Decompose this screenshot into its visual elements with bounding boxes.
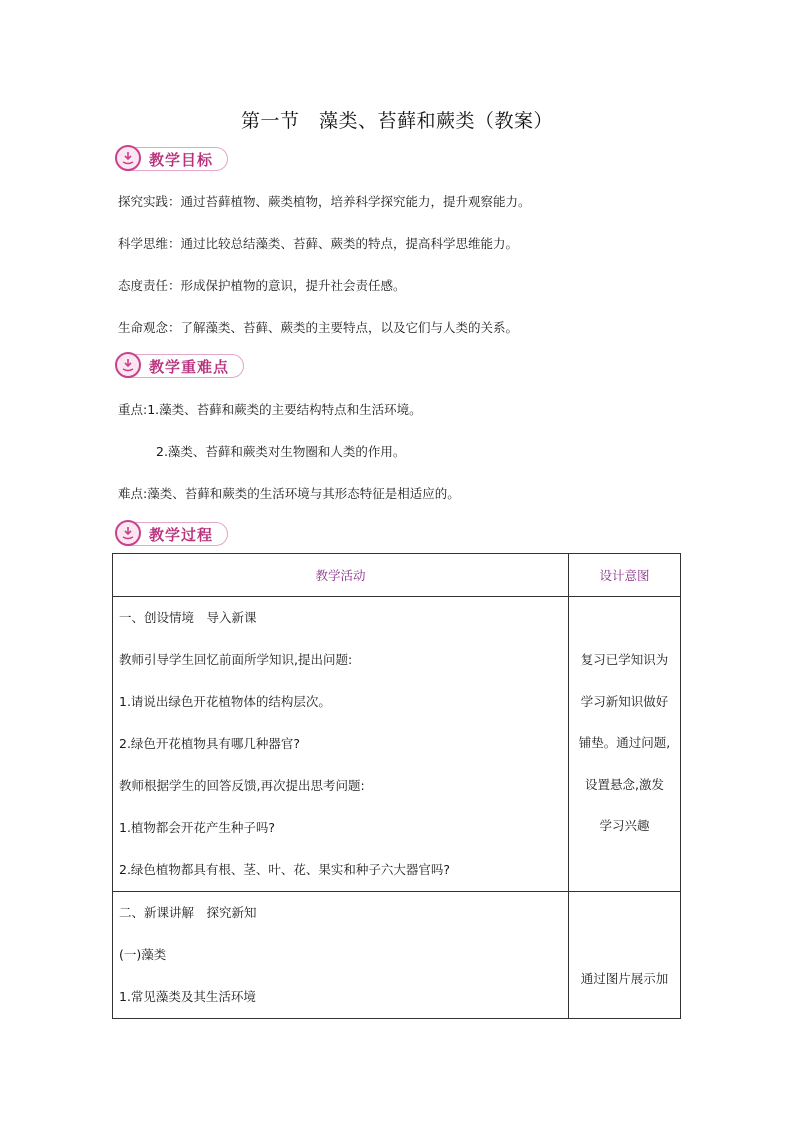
activity-line: 教师引导学生回忆前面所学知识,提出问题: — [119, 652, 353, 667]
goal-item: 探究实践：通过苔藓植物、蕨类植物，培养科学探究能力，提升观察能力。 — [118, 194, 531, 209]
activity-cell — [113, 597, 569, 892]
activity-line: 2.绿色植物都具有根、茎、叶、花、果实和种子六大器官吗? — [119, 862, 451, 877]
section-title-key-points: 教学重难点 — [149, 357, 230, 376]
activity-line: 1.请说出绿色开花植物体的结构层次。 — [119, 694, 331, 709]
header-teaching-activity: 教学活动 — [113, 554, 569, 597]
intent-line: 铺垫。通过问题, — [578, 735, 671, 751]
header-design-intent: 设计意图 — [569, 554, 681, 597]
intent-line: 通过图片展示加 — [580, 971, 669, 986]
section-title-goals: 教学目标 — [149, 150, 214, 169]
table-header-row — [113, 554, 681, 597]
difficulty-point: 难点:藻类、苔藓和蕨类的生活环境与其形态特征是相适应的。 — [118, 486, 460, 501]
activity-line: (一)藻类 — [119, 947, 167, 962]
goal-item: 科学思维：通过比较总结藻类、苔藓、蕨类的特点，提高科学思维能力。 — [118, 236, 519, 251]
key-point-2: 2.藻类、苔藓和蕨类对生物圈和人类的作用。 — [156, 444, 406, 459]
table-row — [113, 597, 681, 892]
section-header-key-points — [118, 353, 244, 379]
activity-line: 教师根据学生的回答反馈,再次提出思考问题: — [119, 778, 365, 793]
page-title: 第一节 藻类、苔藓和蕨类（教案） — [240, 110, 553, 132]
goal-item: 态度责任：形成保护植物的意识，提升社会责任感。 — [118, 278, 406, 293]
intent-cell — [569, 892, 681, 1019]
section-header-process — [118, 521, 228, 547]
intent-line: 复习已学知识为 — [580, 652, 669, 667]
activity-line: 二、新课讲解 探究新知 — [119, 905, 257, 920]
intent-line: 学习新知识做好 — [580, 693, 669, 709]
lesson-process-table — [112, 553, 681, 1019]
intent-line: 设置悬念,激发 — [585, 776, 664, 792]
activity-line: 1.常见藻类及其生活环境 — [119, 989, 256, 1004]
section-swirl-icon — [115, 352, 141, 378]
activity-cell — [113, 892, 569, 1019]
intent-line: 学习兴趣 — [599, 818, 650, 834]
section-swirl-icon — [115, 145, 141, 171]
section-title-process: 教学过程 — [149, 525, 214, 544]
table-row — [113, 892, 681, 1019]
activity-line: 2.绿色开花植物具有哪几种器官? — [119, 736, 301, 751]
goal-item: 生命观念：了解藻类、苔藓、蕨类的主要特点，以及它们与人类的关系。 — [118, 320, 519, 335]
section-swirl-icon — [115, 520, 141, 546]
activity-line: 一、创设情境 导入新课 — [119, 610, 257, 625]
section-header-goals — [118, 146, 228, 172]
key-point-1: 重点:1.藻类、苔藓和蕨类的主要结构特点和生活环境。 — [118, 402, 422, 417]
intent-cell — [569, 597, 681, 892]
activity-line: 1.植物都会开花产生种子吗? — [119, 820, 276, 835]
